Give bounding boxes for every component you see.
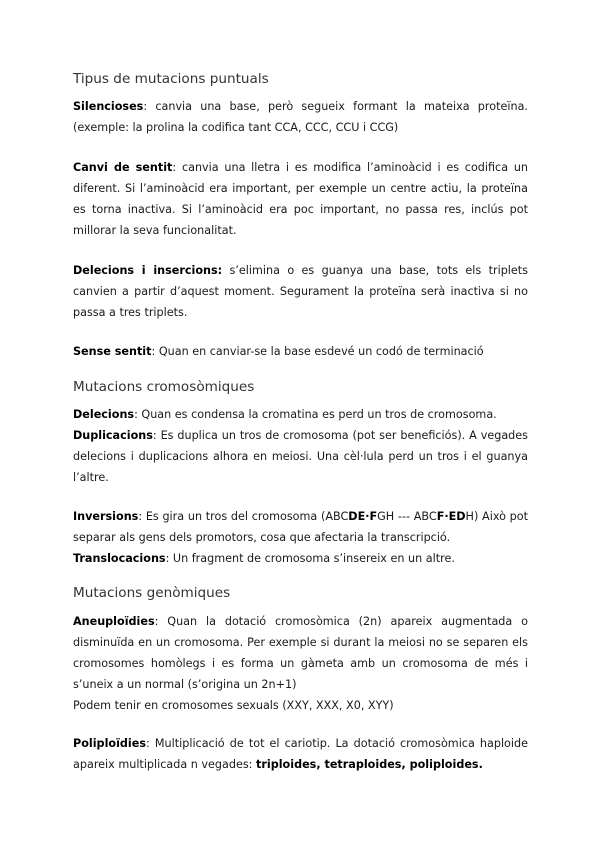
paragraph-nonsense	[73, 341, 528, 362]
definition-inversions-part2: GH --- ABC	[377, 510, 437, 523]
paragraph-missense	[73, 157, 528, 241]
definition-translocations: : Un fragment de cromosoma s’insereix en un altre.	[165, 552, 455, 565]
paragraph-duplications	[73, 425, 528, 488]
definition-inversions-part3: H) Això pot separar als gens dels promotors, cosa que afectaria la transcripció.	[73, 510, 528, 544]
definition-missense: : canvia una lletra i es modifica l’aminoàcid i es codifica un diferent. Si l’aminoàcid era important, per exemple un centre actiu, la proteïna es torna inactiva. Si l’aminoàcid era poc important, no passa res, inclús pot millorar la seva funcionalitat.	[73, 161, 529, 237]
definition-duplications: : Es duplica un tros de cromosoma (pot ser beneficiós). A vegades delecions i duplicacions alhora en meiosi. Una cèl·lula perd un tros i el guanya l’altre.	[73, 429, 528, 484]
section-heading-genomic-mutations: Mutacions genòmiques	[73, 585, 231, 601]
term-duplications: Duplicacions	[73, 429, 153, 442]
definition-deletions: : Quan es condensa la cromatina es perd un tros de cromosoma.	[134, 408, 497, 421]
definition-aneuploidies: : Quan la dotació cromosòmica (2n) apareix augmentada o disminuïda en un cromosoma. Per exemple si durant la meiosi no se separen els cromosomes homòlegs i es forma un gàmeta amb un cromosoma de més i s’uneix a un normal (s’origina un 2n+1)	[73, 615, 528, 691]
aneuploidies-sex-chromosomes-note: Podem tenir en cromosomes sexuals (XXY, XXX, X0, XYY)	[73, 699, 394, 712]
term-aneuploidies: Aneuploïdies	[73, 615, 155, 628]
definition-polyploidies: : Multiplicació de tot el cariotip. La dotació cromosòmica haploide apareix multiplicada n vegades:	[73, 737, 528, 771]
definition-silent: : canvia una base, però segueix formant la mateixa proteïna. (exemple: la prolina la codifica tant CCA, CCC, CCU i CCG)	[73, 100, 528, 134]
definition-nonsense: : Quan en canviar-se la base esdevé un codó de terminació	[151, 345, 484, 358]
paragraph-silent	[73, 96, 528, 138]
term-indels: Delecions i insercions:	[73, 264, 223, 277]
paragraph-indels	[73, 260, 528, 323]
paragraph-deletions	[73, 404, 528, 425]
term-translocations: Translocacions	[73, 552, 166, 565]
paragraph-polyploidies	[73, 733, 528, 775]
paragraph-aneuploidies	[73, 611, 528, 716]
inverted-segment-original: DE·F	[348, 510, 378, 523]
inverted-segment-reversed: F·ED	[436, 510, 466, 523]
term-silent: Silencioses	[73, 100, 144, 113]
term-deletions: Delecions	[73, 408, 135, 421]
definition-inversions-part1: : Es gira un tros del cromosoma (ABC	[138, 510, 349, 523]
polyploidy-types: triploides, tetraploides, poliploides.	[256, 758, 483, 771]
definition-indels: s’elimina o es guanya una base, tots els triplets canvien a partir d’aquest moment. Segurament la proteïna serà inactiva si no passa a tres triplets.	[73, 264, 528, 319]
paragraph-inversions	[73, 506, 528, 548]
term-missense: Canvi de sentit	[73, 161, 173, 174]
term-nonsense: Sense sentit	[73, 345, 152, 358]
paragraph-translocations	[73, 548, 528, 569]
term-inversions: Inversions	[73, 510, 139, 523]
term-polyploidies: Poliploïdies	[73, 737, 147, 750]
section-heading-chromosomal-mutations: Mutacions cromosòmiques	[73, 379, 255, 395]
section-heading-point-mutations: Tipus de mutacions puntuals	[73, 71, 269, 87]
